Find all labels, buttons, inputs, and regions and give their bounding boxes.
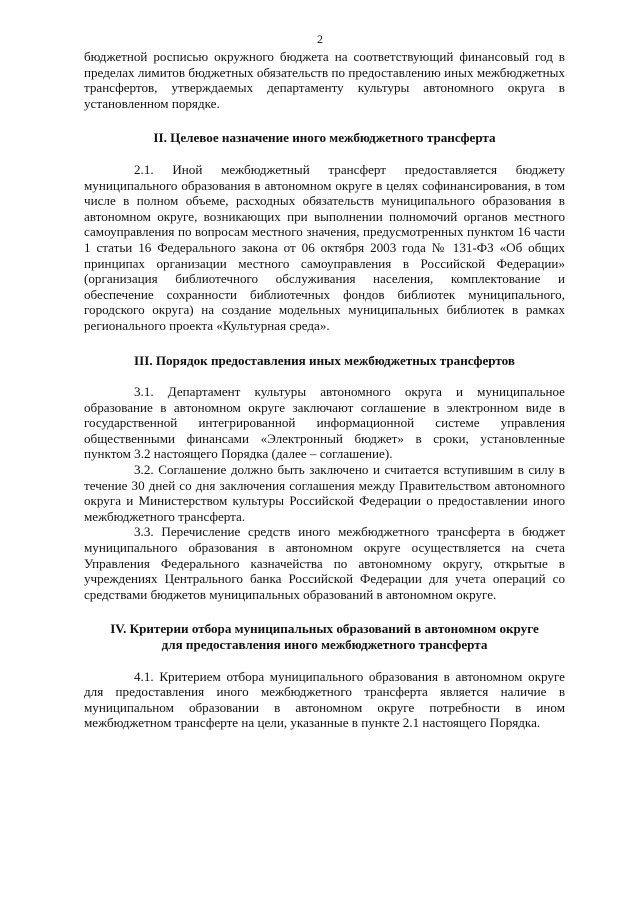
section-heading-3: III. Порядок предоставления иных межбюджетных трансфертов	[134, 352, 515, 368]
paragraph-4-1: 4.1. Критерием отбора муниципального образования в автономном округе для предоставления иного межбюджетного трансферта является наличие в муниципальном образовании в автономном округе потребности в ином межбюджетном трансферте на цели, указанные в пункте 2.1 настоящего Порядка.	[84, 668, 565, 731]
paragraph-continuation: бюджетной росписью окружного бюджета на соответствующий финансовый год в пределах лимитов бюджетных обязательств по предоставлению иных межбюджетных трансфертов, утверждаемых департаменту культуры автономного округа в установленном порядке.	[84, 49, 565, 111]
document-body	[84, 49, 565, 731]
section-heading-4	[84, 621, 565, 652]
paragraph-3-2: 3.2. Соглашение должно быть заключено и считается вступившим в силу в течение 30 дней со дня заключения соглашения между Правительством автономного округа и Министерством культуры Российской Федерации о предоставлении иного межбюджетного трансферта.	[84, 462, 565, 524]
page-number: 2	[317, 32, 323, 46]
section-heading-4-line-2: для предоставления иного межбюджетного трансферта	[161, 637, 488, 652]
section-heading-2: II. Целевое назначение иного межбюджетного трансферта	[153, 130, 496, 146]
paragraph-2-1: 2.1. Иной межбюджетный трансферт предоставляется бюджету муниципального образования в автономном округе в целях софинансирования, в том числе в полном объеме, расходных обязательств муниципального образования в автономном округе, возникающих при выполнении полномочий органов местного самоуправления по вопросам местного значения, предусмотренных пунктом 16 части 1 статьи 16 Федерального закона от 06 октября 2003 года № 131-ФЗ «Об общих принципах организации местного самоуправления в Российской Федерации» (организация библиотечного обслуживания населения, комплектование и обеспечение сохранности библиотечных фондов библиотек муниципального, городского округа) на создание модельных муниципальных библиотек в рамках регионального проекта «Культурная среда».	[84, 161, 565, 333]
section-heading-4-line-1: IV. Критерии отбора муниципальных образований в автономном округе	[110, 621, 539, 637]
paragraph-3-1: 3.1. Департамент культуры автономного округа и муниципальное образование в автономном округе заключают соглашение в электронном виде в государственной интегрированной информационной системе управления общественными финансами «Электронный бюджет» в сроки, установленные пунктом 3.2 настоящего Порядка (далее – соглашение).	[84, 384, 565, 462]
paragraph-3-3: 3.3. Перечисление средств иного межбюджетного трансферта в бюджет муниципального образования в автономном округе осуществляется на счета Управления Федерального казначейства по автономному округу, открытые в учреждениях Центрального банка Российской Федерации для учета операций со средствами бюджетов муниципальных образований в автономном округе.	[84, 524, 565, 602]
